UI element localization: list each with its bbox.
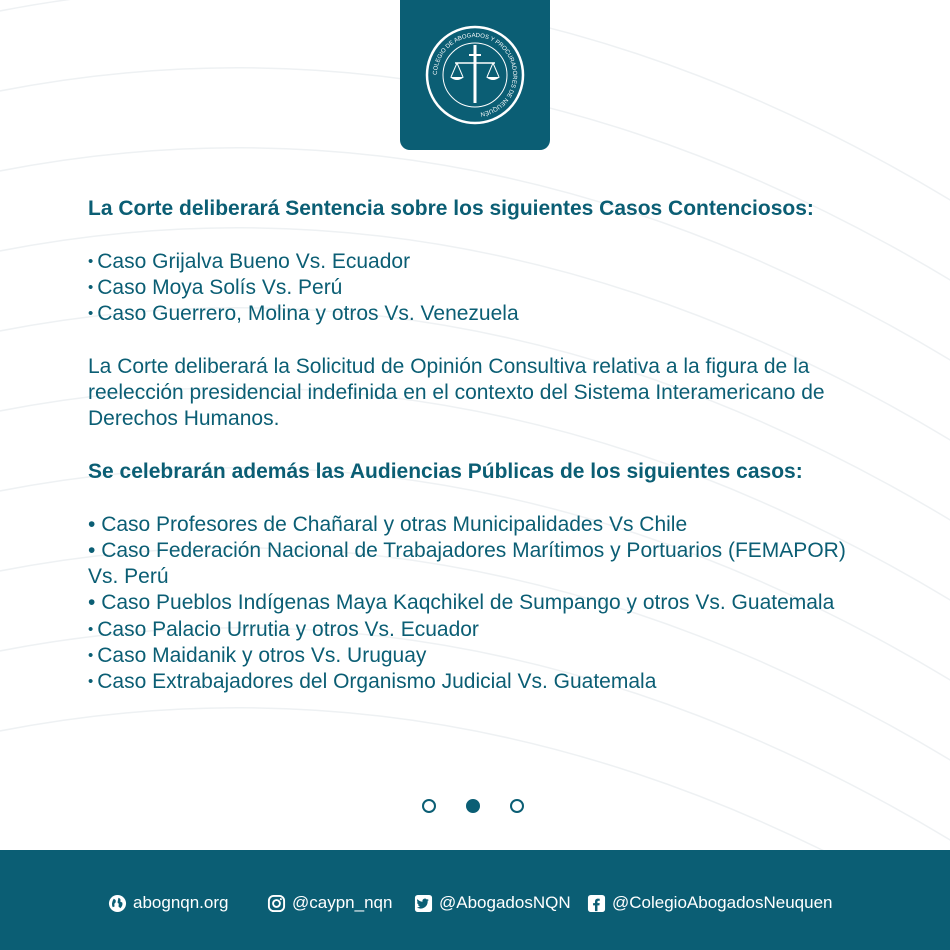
list-item: • Caso Palacio Urrutia y otros Vs. Ecuador (88, 617, 479, 641)
scales-of-justice-icon (425, 25, 525, 125)
facebook-text: @ColegioAbogadosNeuquen (612, 893, 833, 912)
instagram-icon (267, 894, 286, 913)
list-item: • Caso Maidanik y otros Vs. Uruguay (88, 644, 427, 668)
website-link[interactable] (108, 893, 228, 913)
pagination-dot-1[interactable] (422, 799, 436, 813)
list-item: • Caso Profesores de Chañaral y otras Municipalidades Vs Chile (88, 512, 688, 536)
announcement-body (88, 196, 878, 696)
twitter-link[interactable] (414, 893, 571, 913)
list-item: • Caso Extrabajadores del Organismo Judicial Vs. Guatemala (88, 670, 657, 694)
facebook-link[interactable] (587, 893, 832, 913)
pagination-dot-3[interactable] (510, 799, 524, 813)
pagination-dot-2-active[interactable] (466, 799, 480, 813)
logo-badge (400, 0, 550, 150)
instagram-text: @caypn_nqn (292, 893, 393, 912)
section1-heading: La Corte deliberará Sentencia sobre los siguientes Casos Contenciosos: (88, 197, 814, 220)
twitter-text: @AbogadosNQN (439, 893, 571, 912)
section3-heading: Se celebrarán además las Audiencias Públicas de los siguientes casos: (88, 459, 803, 483)
list-item: • Caso Pueblos Indígenas Maya Kaqchikel de Sumpango y otros Vs. Guatemala (88, 591, 835, 615)
carousel-pagination (422, 799, 532, 817)
globe-icon (108, 894, 127, 913)
list-item: • Caso Guerrero, Molina y otros Vs. Venezuela (88, 302, 519, 326)
logo-ring-text: COLEGIO DE ABOGADOS Y PROCURADORES DE NEUQUÉN (432, 32, 518, 117)
list-item: • Caso Grijalva Bueno Vs. Ecuador (88, 249, 411, 273)
instagram-link[interactable] (267, 893, 392, 913)
list-item: • Caso Federación Nacional de Trabajadores Marítimos y Portuarios (FEMAPOR) Vs. Perú (88, 538, 846, 589)
list-item: • Caso Moya Solís Vs. Perú (88, 275, 343, 299)
facebook-icon (587, 894, 606, 913)
advisory-opinion-paragraph: La Corte deliberará la Solicitud de Opinión Consultiva relativa a la figura de la reelección presidencial indefinida en el contexto del Sistema Interamericano de Derechos Humanos. (88, 354, 825, 431)
footer-bar (0, 850, 950, 950)
twitter-icon (414, 894, 433, 913)
website-text: abognqn.org (133, 893, 229, 912)
